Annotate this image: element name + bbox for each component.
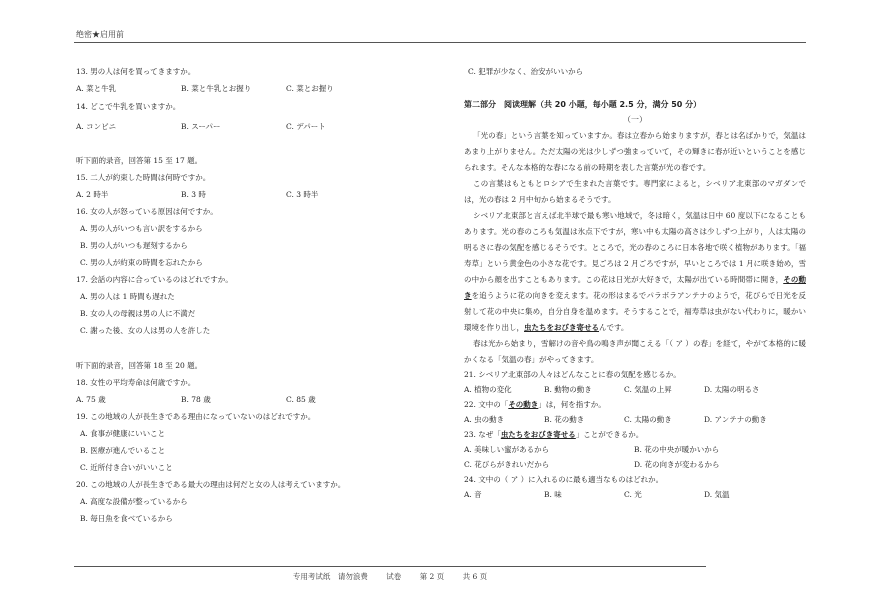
option: B. 花の動き [544, 415, 585, 424]
question-17-option-c: C. 謝った後、女の人は男の人を許した [80, 326, 211, 335]
option: C. 花びらがきれいだから [464, 460, 550, 469]
question-15: 15. 二人が約束した時間は何時ですか。 [76, 173, 211, 182]
question-20-option-c: C. 犯罪が少なく、治安がいいから [468, 67, 584, 76]
underlined-phrase-2: 虫たちをおびき寄せる [524, 323, 599, 332]
instruction-18-20: 听下面的录音，回答第 18 至 20 题。 [76, 361, 203, 370]
option: C. 3 時半 [286, 190, 319, 199]
question-20: 20. この地域の人が長生きである最大の理由は何だと女の人は考えていますか。 [76, 480, 346, 489]
option: C. 菜とお握り [286, 84, 334, 93]
question-22-options [464, 414, 806, 425]
option: D. アンテナの動き [704, 415, 767, 424]
option: A. コンビニ [76, 122, 117, 131]
question-20-option-b: B. 毎日魚を食べているから [80, 514, 173, 523]
footer-divider [74, 566, 706, 567]
question-text: 」は，何を指すか。 [538, 400, 606, 409]
option: C. 光 [624, 490, 642, 499]
option: B. 3 時 [181, 190, 206, 199]
question-21-options [464, 384, 806, 395]
option: D. 太陽の明るさ [704, 385, 760, 394]
left-column [76, 66, 426, 524]
passage-text: んです。 [599, 323, 629, 332]
question-16-option-b: B. 男の人がいつも遅刻するから [80, 241, 188, 250]
footer-paper-label: 试卷 [386, 572, 402, 581]
option: C. デパート [286, 122, 326, 131]
option: B. スーパー [181, 122, 221, 131]
question-23 [464, 429, 806, 440]
question-19-option-a: A. 食事が健康にいいこと [80, 429, 166, 438]
underlined-phrase-2-ref: 虫たちをおびき寄せる [500, 430, 576, 439]
passage-text: を追うように花の向きを変えます。花の形はまるでパラボラアンテナのようで，花びらで日光を反射して花の中央に集め，自分自身を温めます。そうすることで，福寿草は虫がない代わりに，暖かい環境を作り出し， [464, 291, 806, 332]
underlined-phrase-1-ref: その動き [508, 400, 539, 409]
header-divider [74, 42, 806, 43]
question-21: 21. シベリア北東部の人々はどんなことに春の気配を感じるか。 [464, 370, 681, 379]
question-17: 17. 会話の内容に合っているのはどれですか。 [76, 275, 233, 284]
option: A. 2 時半 [76, 190, 109, 199]
option: A. 植物の変化 [464, 385, 512, 394]
option: A. 菜と牛乳 [76, 84, 117, 93]
passage-text: シベリア北東部と言えば北半球で最も寒い地域で，冬は暗く，気温は日中 60 度以下になることもあります。光の春のころも気温は氷点下ですが，寒い中も太陽の高さは少しずつ上がり，人は太陽の明るさに春の気配を感じるそうです。ところで，光の春のころに日本各地で咲く植物があります。「福寿草」という黄金色の小さな花です。見ごろは 2 月ごろですが，早いところでは 1 月に咲き始め，雪の中から顔を出すこともあります。この花は日光が大好きで，太陽が出ている時間帯に開き， [464, 211, 806, 284]
option: C. 85 歳 [286, 395, 316, 404]
option: A. 虫の動き [464, 415, 505, 424]
option: B. 78 歳 [181, 395, 211, 404]
footer-notice: 专用考试纸 请勿浪费 [292, 572, 368, 581]
question-19-option-b: B. 医療が進んでいること [80, 446, 166, 455]
option: C. 気温の上昇 [624, 385, 672, 394]
passage-paragraph-1: 「光の春」という言葉を知っていますか。春は立春から始まりますが，春とは名ばかりで，気温はあまり上がりません。ただ太陽の光は少しずつ強まっていて，その輝きに春が近いということを感じられます。そんな本格的な春になる前の時期を表した言葉が光の春です。 [464, 131, 806, 172]
footer-page-total: 共 6 页 [462, 572, 488, 581]
option: B. 動物の動き [544, 385, 592, 394]
question-23-options-row-2 [464, 459, 806, 470]
question-14: 14. どこで牛乳を買いますか。 [76, 102, 181, 111]
question-17-option-b: B. 女の人の母親は男の人に不満だ [80, 309, 196, 318]
question-text: 22. 文中の「 [464, 400, 509, 409]
option: B. 味 [544, 490, 562, 499]
option: D. 花の向きが変わるから [634, 460, 720, 469]
option: A. 75 歳 [76, 395, 106, 404]
question-17-option-a: A. 男の人は 1 時間も遅れた [80, 292, 175, 301]
question-16-option-c: C. 男の人が約束の時間を忘れたから [80, 258, 203, 267]
instruction-15-17: 听下面的录音，回答第 15 至 17 题。 [76, 156, 203, 165]
footer-page-number: 第 2 页 [419, 572, 445, 581]
question-19: 19. この地域の人が長生きである理由になっていないのはどれですか。 [76, 412, 316, 421]
passage-paragraph-2: この言葉はもともとロシアで生まれた言葉です。専門家によると，シベリア北東部のマガダンでは，光の春は 2 月中旬から始まるそうです。 [464, 179, 806, 204]
question-text: 」ことができるか。 [575, 430, 644, 439]
option: C. 太陽の動き [624, 415, 672, 424]
header-label: 绝密★启用前 [76, 30, 124, 39]
question-24-options [464, 489, 806, 500]
question-text: 23. なぜ「 [464, 430, 501, 439]
question-16-option-a: A. 男の人がいつも言い訳をするから [80, 224, 203, 233]
section-title: 第二部分 阅读理解（共 20 小题，每小题 2.5 分，满分 50 分） [464, 100, 702, 109]
question-18-options [76, 394, 426, 405]
question-13: 13. 男の人は何を買ってきますか。 [76, 67, 196, 76]
question-19-option-c: C. 近所付き合いがいいこと [80, 463, 173, 472]
option: B. 花の中央が暖かいから [634, 445, 720, 454]
underlined-phrase-1: その動き [464, 275, 807, 300]
option: A. 音 [464, 490, 482, 499]
question-16: 16. 女の人が怒っている原因は何ですか。 [76, 207, 218, 216]
footer [74, 571, 706, 582]
question-14-options [76, 121, 426, 132]
question-20-option-a: A. 高度な設備が整っているから [80, 497, 188, 506]
question-24: 24. 文中の（ ア ）に入れるのに最も適当なものはどれか。 [464, 475, 664, 484]
question-22 [464, 399, 806, 410]
question-18: 18. 女性の平均寿命は何歳ですか。 [76, 378, 196, 387]
passage-paragraph-4: 春は光から始まり，雪解けの音や鳥の鳴き声が聞こえる「（ ア ）の春」を経て，やがて本格的に暖かくなる「気温の春」がやってきます。 [464, 339, 806, 364]
question-23-options-row-1 [464, 444, 806, 455]
option: A. 美味しい蜜があるから [464, 445, 550, 454]
section-number: （一） [623, 115, 647, 124]
question-15-options [76, 189, 426, 200]
option: B. 菜と牛乳とお握り [181, 84, 252, 93]
option: D. 気温 [704, 490, 730, 499]
right-column [464, 66, 806, 500]
passage-paragraph-3 [464, 208, 806, 336]
question-13-options [76, 83, 426, 94]
